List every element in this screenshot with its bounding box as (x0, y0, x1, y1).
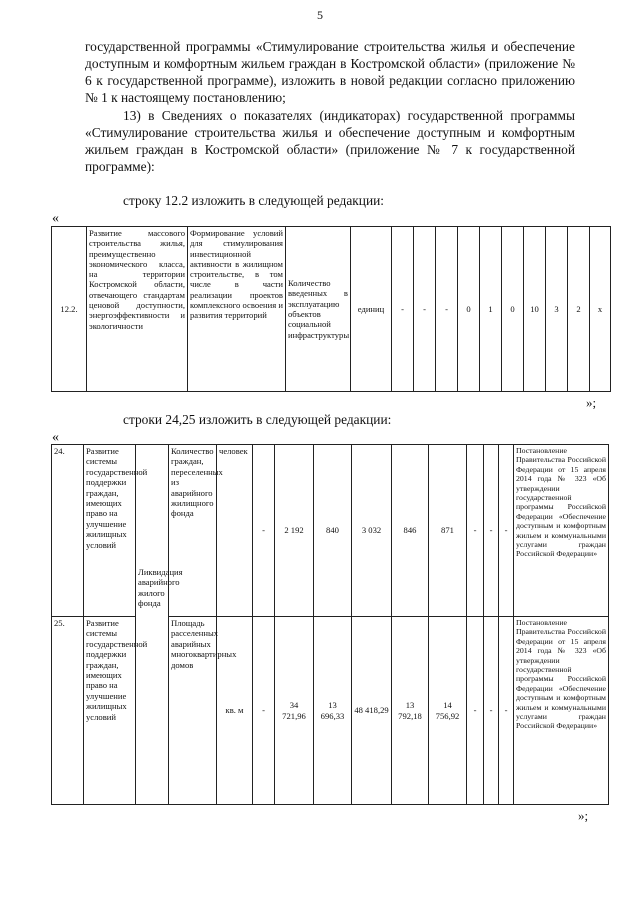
value-cell: 3 032 (352, 445, 392, 617)
value-cell: 48 418,29 (352, 617, 392, 805)
value-cell: - (467, 617, 484, 805)
value-cell: 846 (392, 445, 429, 617)
value-cell: - (499, 617, 514, 805)
indicator-table-row-12-2 (51, 226, 611, 392)
value-cell: - (436, 227, 458, 392)
value-cell: 0 (458, 227, 480, 392)
value-cell: 13 792,18 (392, 617, 429, 805)
paragraph-program-annex-6: государственной программы «Стимулирование строительства жилья и обеспечение доступным и комфортным жильем граждан в Костромской области» (приложение № 6 к государственной программе), изложить в новой редакции согласно приложению № 1 к настоящему постановлению; (85, 39, 575, 105)
opening-quote: « (52, 430, 59, 445)
value-cell: 2 (568, 227, 590, 392)
unit-cell: кв. м (217, 617, 253, 805)
value-cell: - (484, 617, 499, 805)
indicator-table-rows-24-25 (51, 444, 609, 805)
value-cell: 0 (502, 227, 524, 392)
value-cell: 13 696,33 (314, 617, 352, 805)
value-cell: - (253, 617, 275, 805)
value-cell: - (484, 445, 499, 617)
paragraph-row-12-2-intro: строку 12.2 изложить в следующей редакции: (123, 193, 384, 208)
source-cell: Постановление Правительства Российской Федерации от 15 апреля 2014 года № 323 «Об утверждении государственной программы Российской Федерации «Обеспечение доступным и комфортным жильем и коммунальными услугами граждан Российской Федерации» (514, 617, 609, 805)
row-number-cell: 24. (52, 445, 84, 617)
value-cell: - (253, 445, 275, 617)
table-row (52, 445, 609, 617)
value-cell: 871 (429, 445, 467, 617)
indicator-cell: Количество граждан, переселенных из аварийного жилищного фонда (169, 445, 217, 617)
value-cell: - (414, 227, 436, 392)
row-number-cell: 12.2. (52, 227, 87, 392)
value-cell: 34 721,96 (275, 617, 314, 805)
opening-quote: « (52, 211, 59, 226)
closing-quote: »; (578, 808, 589, 823)
indicator-cell: Площадь расселенных аварийных многоквартирных домов (169, 617, 217, 805)
closing-quote: »; (586, 395, 597, 410)
unit-cell: единиц (351, 227, 392, 392)
paragraph-item-13: 13) в Сведениях о показателях (индикаторах) государственной программы «Стимулирование строительства жилья и обеспечение доступным и комфортным жильем граждан в Костромской области» (приложение № 7 к государственной программе): (85, 108, 575, 174)
value-cell: 840 (314, 445, 352, 617)
value-cell: х (590, 227, 611, 392)
page-number: 5 (317, 8, 323, 22)
row-number-cell: 25. (52, 617, 84, 805)
goal-cell: Развитие массового строительства жилья, преимущественно экономического класса, на территории Костромской области, отвечающего стандартам ценовой доступности, энергоэффективности и экологичности (87, 227, 188, 392)
task-cell: Ликвидация аварийного жилого фонда (136, 445, 169, 805)
task-cell: Формирование условий для стимулирования инвестиционной активности в жилищном строительстве, в том числе в части реализации проектов комплексного освоения и развития территорий (188, 227, 286, 392)
value-cell: 1 (480, 227, 502, 392)
table-row (52, 617, 609, 805)
table-row (52, 227, 611, 392)
value-cell: - (392, 227, 414, 392)
source-cell: Постановление Правительства Российской Федерации от 15 апреля 2014 года № 323 «Об утверждении государственной программы Российской Федерации «Обеспечение доступным и комфортным жильем и коммунальными услугами граждан Российской Федерации» (514, 445, 609, 617)
value-cell: - (467, 445, 484, 617)
value-cell: 3 (546, 227, 568, 392)
goal-cell: Развитие системы государственной поддержки граждан, имеющих право на улучшение жилищных условий (84, 445, 136, 617)
value-cell: 2 192 (275, 445, 314, 617)
value-cell: - (499, 445, 514, 617)
unit-cell: человек (217, 445, 253, 617)
indicator-cell: Количество введенных в эксплуатацию объектов социальной инфраструктуры (286, 227, 351, 392)
value-cell: 14 756,92 (429, 617, 467, 805)
goal-cell: Развитие системы государственной поддержки граждан, имеющих право на улучшение жилищных условий (84, 617, 136, 805)
value-cell: 10 (524, 227, 546, 392)
paragraph-rows-24-25-intro: строки 24,25 изложить в следующей редакции: (123, 412, 392, 427)
